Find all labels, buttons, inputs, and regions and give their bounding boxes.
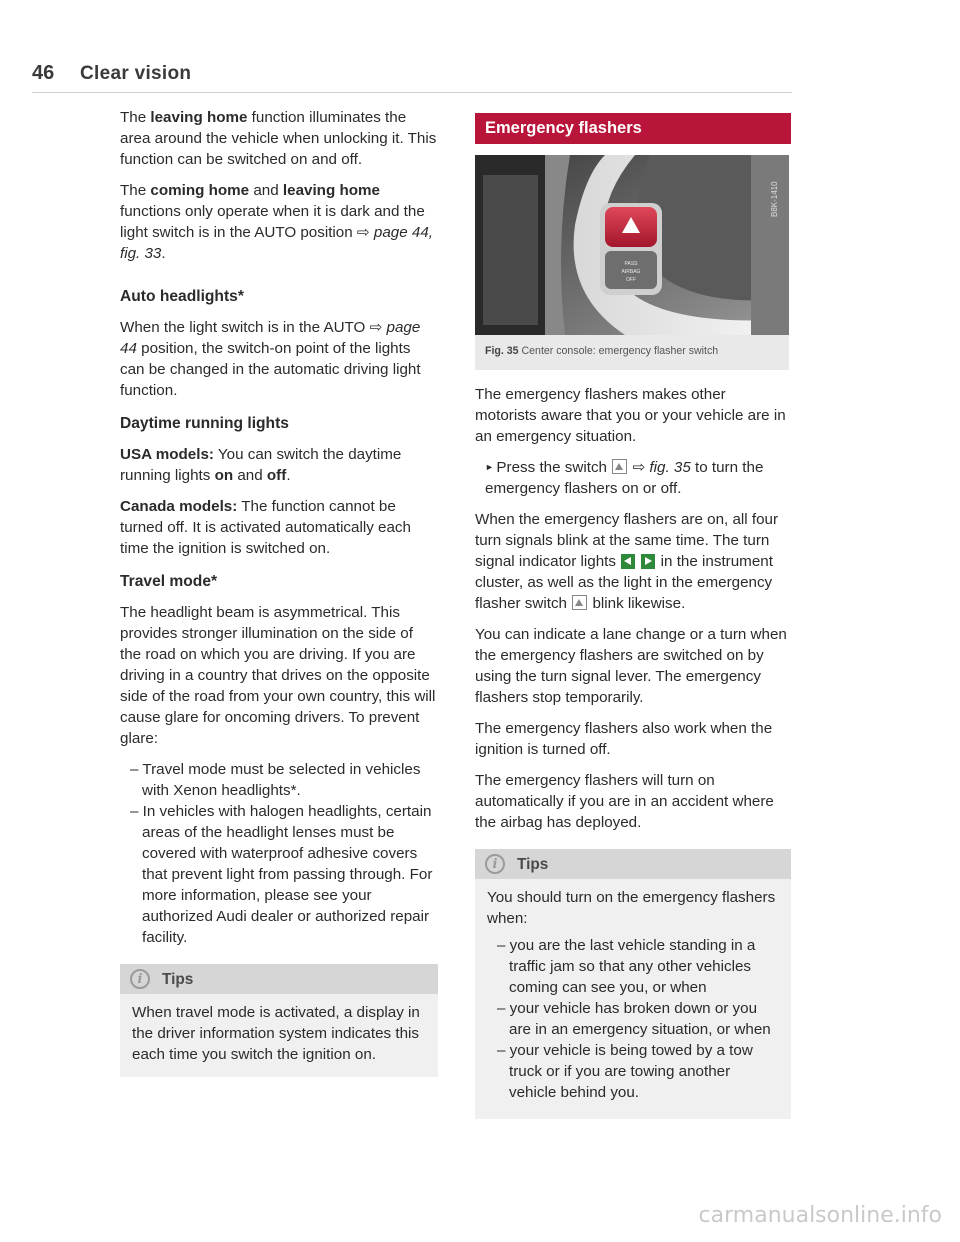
tips-header xyxy=(475,849,791,879)
list-item: – you are the last vehicle standing in a traffic jam so that any other vehicles coming can see you, or when xyxy=(487,935,779,998)
figure-reference-link[interactable]: ⇨ fig. 35 xyxy=(632,459,691,476)
tips-body xyxy=(475,879,791,1119)
section-banner: Emergency flashers xyxy=(475,113,791,144)
tips-box xyxy=(475,849,791,1119)
page-number: 46 xyxy=(32,62,55,84)
svg-text:PASS: PASS xyxy=(624,261,638,267)
paragraph-leaving-home: The leaving home function illuminates the area around the vehicle when unlocking it. This function can be switched on and off. xyxy=(120,109,437,168)
section-title: Clear vision xyxy=(80,63,192,84)
list-item: – your vehicle is being towed by a tow truck or if you are towing another vehicle behind you. xyxy=(487,1040,779,1103)
tips-title: Tips xyxy=(162,970,194,988)
hazard-switch-icon xyxy=(572,595,587,610)
figure-caption: Fig. 35 Center console: emergency flasher switch xyxy=(485,345,719,357)
paragraph-canada-models: Canada models: The function cannot be turned off. It is activated automatically each time the ignition is switched on. xyxy=(120,498,411,557)
list-item: – Travel mode must be selected in vehicles with Xenon headlights*. xyxy=(120,759,438,801)
paragraph-intro: The emergency flashers makes other motorists aware that you or your vehicle are in an emergency situation. xyxy=(475,386,786,445)
info-icon: i xyxy=(130,969,150,989)
left-column xyxy=(120,107,438,1077)
paragraph-usa-models: USA models: You can switch the daytime running lights on and off. xyxy=(120,446,402,484)
tips-title: Tips xyxy=(517,855,549,873)
info-icon: i xyxy=(485,854,505,874)
paragraph-auto-headlights: When the light switch is in the AUTO ⇨ page 44 position, the switch-on point of the lights can be changed in the automatic driving light function. xyxy=(120,319,421,399)
paragraph-ignition-off: The emergency flashers also work when the ignition is turned off. xyxy=(475,720,773,758)
heading-travel-mode: Travel mode* xyxy=(120,573,218,590)
page-reference-link[interactable]: ⇨ page 44 xyxy=(120,319,421,357)
tips-body xyxy=(120,994,438,1077)
emergency-flasher-switch-illustration xyxy=(475,155,789,335)
page-reference-link[interactable]: ⇨ page 44, fig. 33 xyxy=(120,224,433,262)
svg-text:AIRBAG: AIRBAG xyxy=(621,269,641,275)
list-item: – In vehicles with halogen headlights, certain areas of the headlight lenses must be covered with waterproof adhesive covers that prevent light from passing through. For more information, please see your authorized Audi dealer or authorized repair facility. xyxy=(120,801,438,948)
svg-text:B8K-1410: B8K-1410 xyxy=(770,181,779,217)
heading-auto-headlights: Auto headlights* xyxy=(120,288,244,305)
paragraph-travel-mode: The headlight beam is asymmetrical. This provides stronger illumination on the side of the road on which you are driving. If you are driving in a country that drives on the opposite side of the road from your own country, this will cause glare for oncoming drivers. To prevent glare: xyxy=(120,604,436,747)
travel-mode-list xyxy=(120,759,438,948)
tips-box xyxy=(120,964,438,1077)
tips-text: When travel mode is activated, a display in the driver information system indicates this each time you switch the ignition on. xyxy=(132,1004,420,1063)
list-item: – your vehicle has broken down or you are in an emergency situation, or when xyxy=(487,998,779,1040)
watermark: carmanualsonline.info xyxy=(698,1203,942,1228)
instruction-step: ► Press the switch ⇨ fig. 35 to turn the emergency flashers on or off. xyxy=(475,457,791,499)
paragraph-lane-change: You can indicate a lane change or a turn when the emergency flashers are switched on by using the turn signal lever. The emergency flashers stop temporarily. xyxy=(475,626,787,706)
right-column xyxy=(475,113,791,1119)
paragraph-airbag: The emergency flashers will turn on automatically if you are in an accident where the airbag has deployed. xyxy=(475,772,774,831)
paragraph-turn-signals: When the emergency flashers are on, all four turn signals blink at the same time. The turn signal indicator lights in the instrument cluster, as well as the light in the emergency flasher switch blink likewise. xyxy=(475,511,779,612)
figure xyxy=(475,155,789,370)
page-header xyxy=(32,62,792,93)
tips-header xyxy=(120,964,438,994)
tips-list xyxy=(487,935,779,1103)
paragraph-coming-home: The coming home and leaving home functions only operate when it is dark and the light switch is in the AUTO position ⇨ page 44, fig. 33. xyxy=(120,182,433,262)
svg-text:OFF: OFF xyxy=(626,277,636,283)
turn-signal-left-icon xyxy=(621,554,635,569)
tips-intro: You should turn on the emergency flashers when: xyxy=(487,889,776,927)
hazard-switch-icon xyxy=(612,459,627,474)
turn-signal-right-icon xyxy=(641,554,655,569)
heading-daytime-running-lights: Daytime running lights xyxy=(120,415,289,432)
